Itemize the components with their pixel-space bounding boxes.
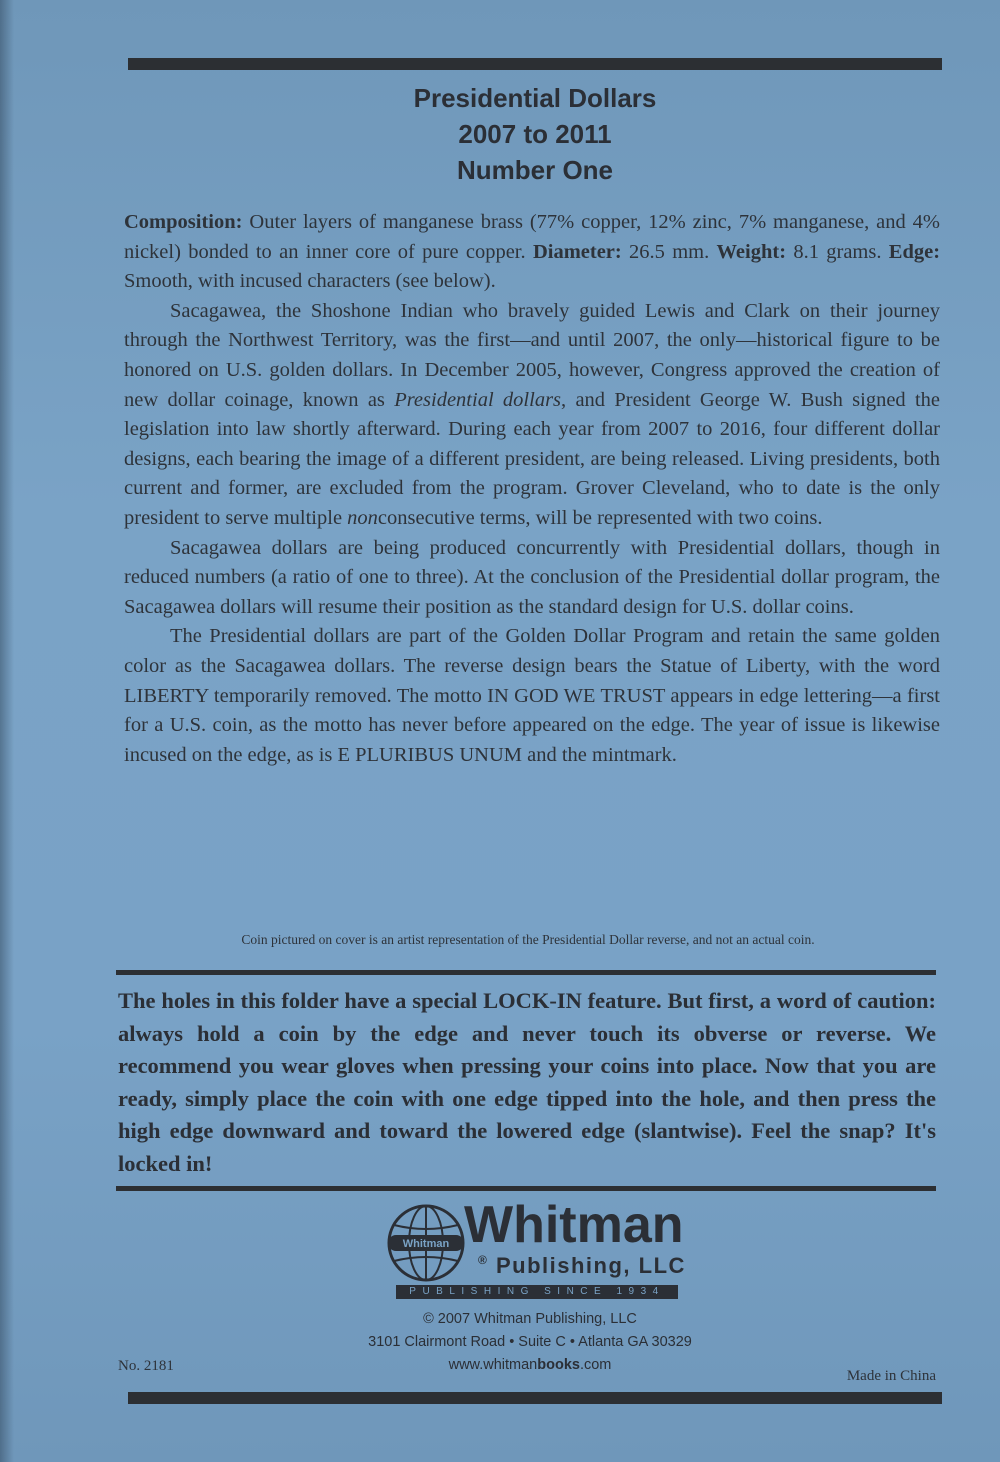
cover-caption: Coin pictured on cover is an artist representation of the Presidential Dollar reverse, and not an actual coin. [241,932,815,947]
edge-text: Smooth, with incused characters (see below). [124,270,496,293]
catalog-number: No. 2181 [118,1358,174,1374]
globe-label: Whitman [402,1238,450,1250]
title-line-2: 2007 to 2011 [458,119,612,149]
title-line-1: Presidential Dollars [413,83,657,113]
globe-icon [386,1203,466,1283]
logo-name: Whitman [464,1196,684,1254]
logo-subtitle [478,1253,686,1279]
p1-middle: , and President George W. Bush signed the legislation into law shortly afterward. During each year from 2007 to 2016, four different dollar designs, each bearing the image of a different president, are being released. Living presidents, both current and former, are excluded from the program. Grover Cleveland, who to date is the only president to serve multiple [124,388,941,529]
weight-text: 8.1 grams. [793,240,882,263]
country-of-origin: Made in China [846,1368,936,1384]
specifications-paragraph [124,208,940,297]
composition-label: Composition: [124,211,243,233]
publishing-since-bar: PUBLISHING SINCE 1934 [396,1285,678,1299]
weight-label: Weight: [716,240,787,263]
website-url [300,1354,760,1377]
registered-mark: ® [478,1253,489,1267]
paragraph-golden-dollar-program: The Presidential dollars are part of the Golden Dollar Program and retain the same golden color as the Sacagawea dollars. The reverse design bears the Statue of Liberty, with the word LIBERTY temporarily removed. The motto IN GOD WE TRUST appears in edge lettering—a first for a U.S. coin, as the motto has never before appeared on the edge. The year of issue is likewise incused on the edge, as is E PLURIBUS UNUM and the mintmark. [124,625,940,766]
composition-text: Outer layers of manganese brass (77% copper, 12% zinc, 7% manganese, and 4% nickel) bonded to an inner core of pure copper. [124,211,940,263]
logo-sub-text: Publishing, LLC [495,1253,686,1278]
url-prefix: www.whitman [448,1357,538,1373]
page-title [128,80,942,188]
p1-after: consecutive terms, will be represented with two coins. [377,506,823,529]
p1-italic-non: non [347,506,378,529]
bottom-rule [128,1392,942,1404]
edge-label: Edge: [888,240,941,263]
lock-in-instructions: The holes in this folder have a special LOCK-IN feature. But first, a word of caution: always hold a coin by the edge and never touch its obverse or reverse. We recommend you wear gloves when pressing your coins into place. Now that you are ready, simply place the coin with one edge tipped into the hole, and then press the high edge downward and toward the lowered edge (slantwise). Feel the snap? It's locked in! [118,988,936,1176]
url-bold: books [537,1357,580,1373]
address-line: 3101 Clairmont Road • Suite C • Atlanta GA 30329 [368,1334,692,1350]
divider-rule-upper [116,970,936,975]
publisher-info [300,1308,760,1377]
paragraph-sacagawea-history [124,297,940,534]
top-rule [128,58,942,70]
diameter-text: 26.5 mm. [629,240,710,263]
copyright-line: © 2007 Whitman Publishing, LLC [423,1311,637,1327]
body-text [124,208,940,770]
paragraph-concurrent-production: Sacagawea dollars are being produced concurrently with Presidential dollars, though in reduced numbers (a ratio of one to three). At the conclusion of the Presidential dollar program, the Sacagawea dollars will resume their position as the standard design for U.S. dollar coins. [124,536,940,618]
cover-edge-shadow [0,0,14,1462]
whitman-logo [386,1197,686,1307]
p1-italic: Presidential dollars [394,388,562,411]
title-line-3: Number One [456,155,614,185]
p1-before: Sacagawea, the Shoshone Indian who bravely guided Lewis and Clark on their journey through the Northwest Territory, was the first—and until 2007, the only—historical figure to be honored on U.S. golden dollars. In December 2005, however, Congress approved the creation of new dollar coinage, known as [124,299,940,411]
diameter-label: Diameter: [532,240,622,263]
url-suffix: .com [579,1357,612,1373]
divider-rule-lower [116,1186,936,1191]
